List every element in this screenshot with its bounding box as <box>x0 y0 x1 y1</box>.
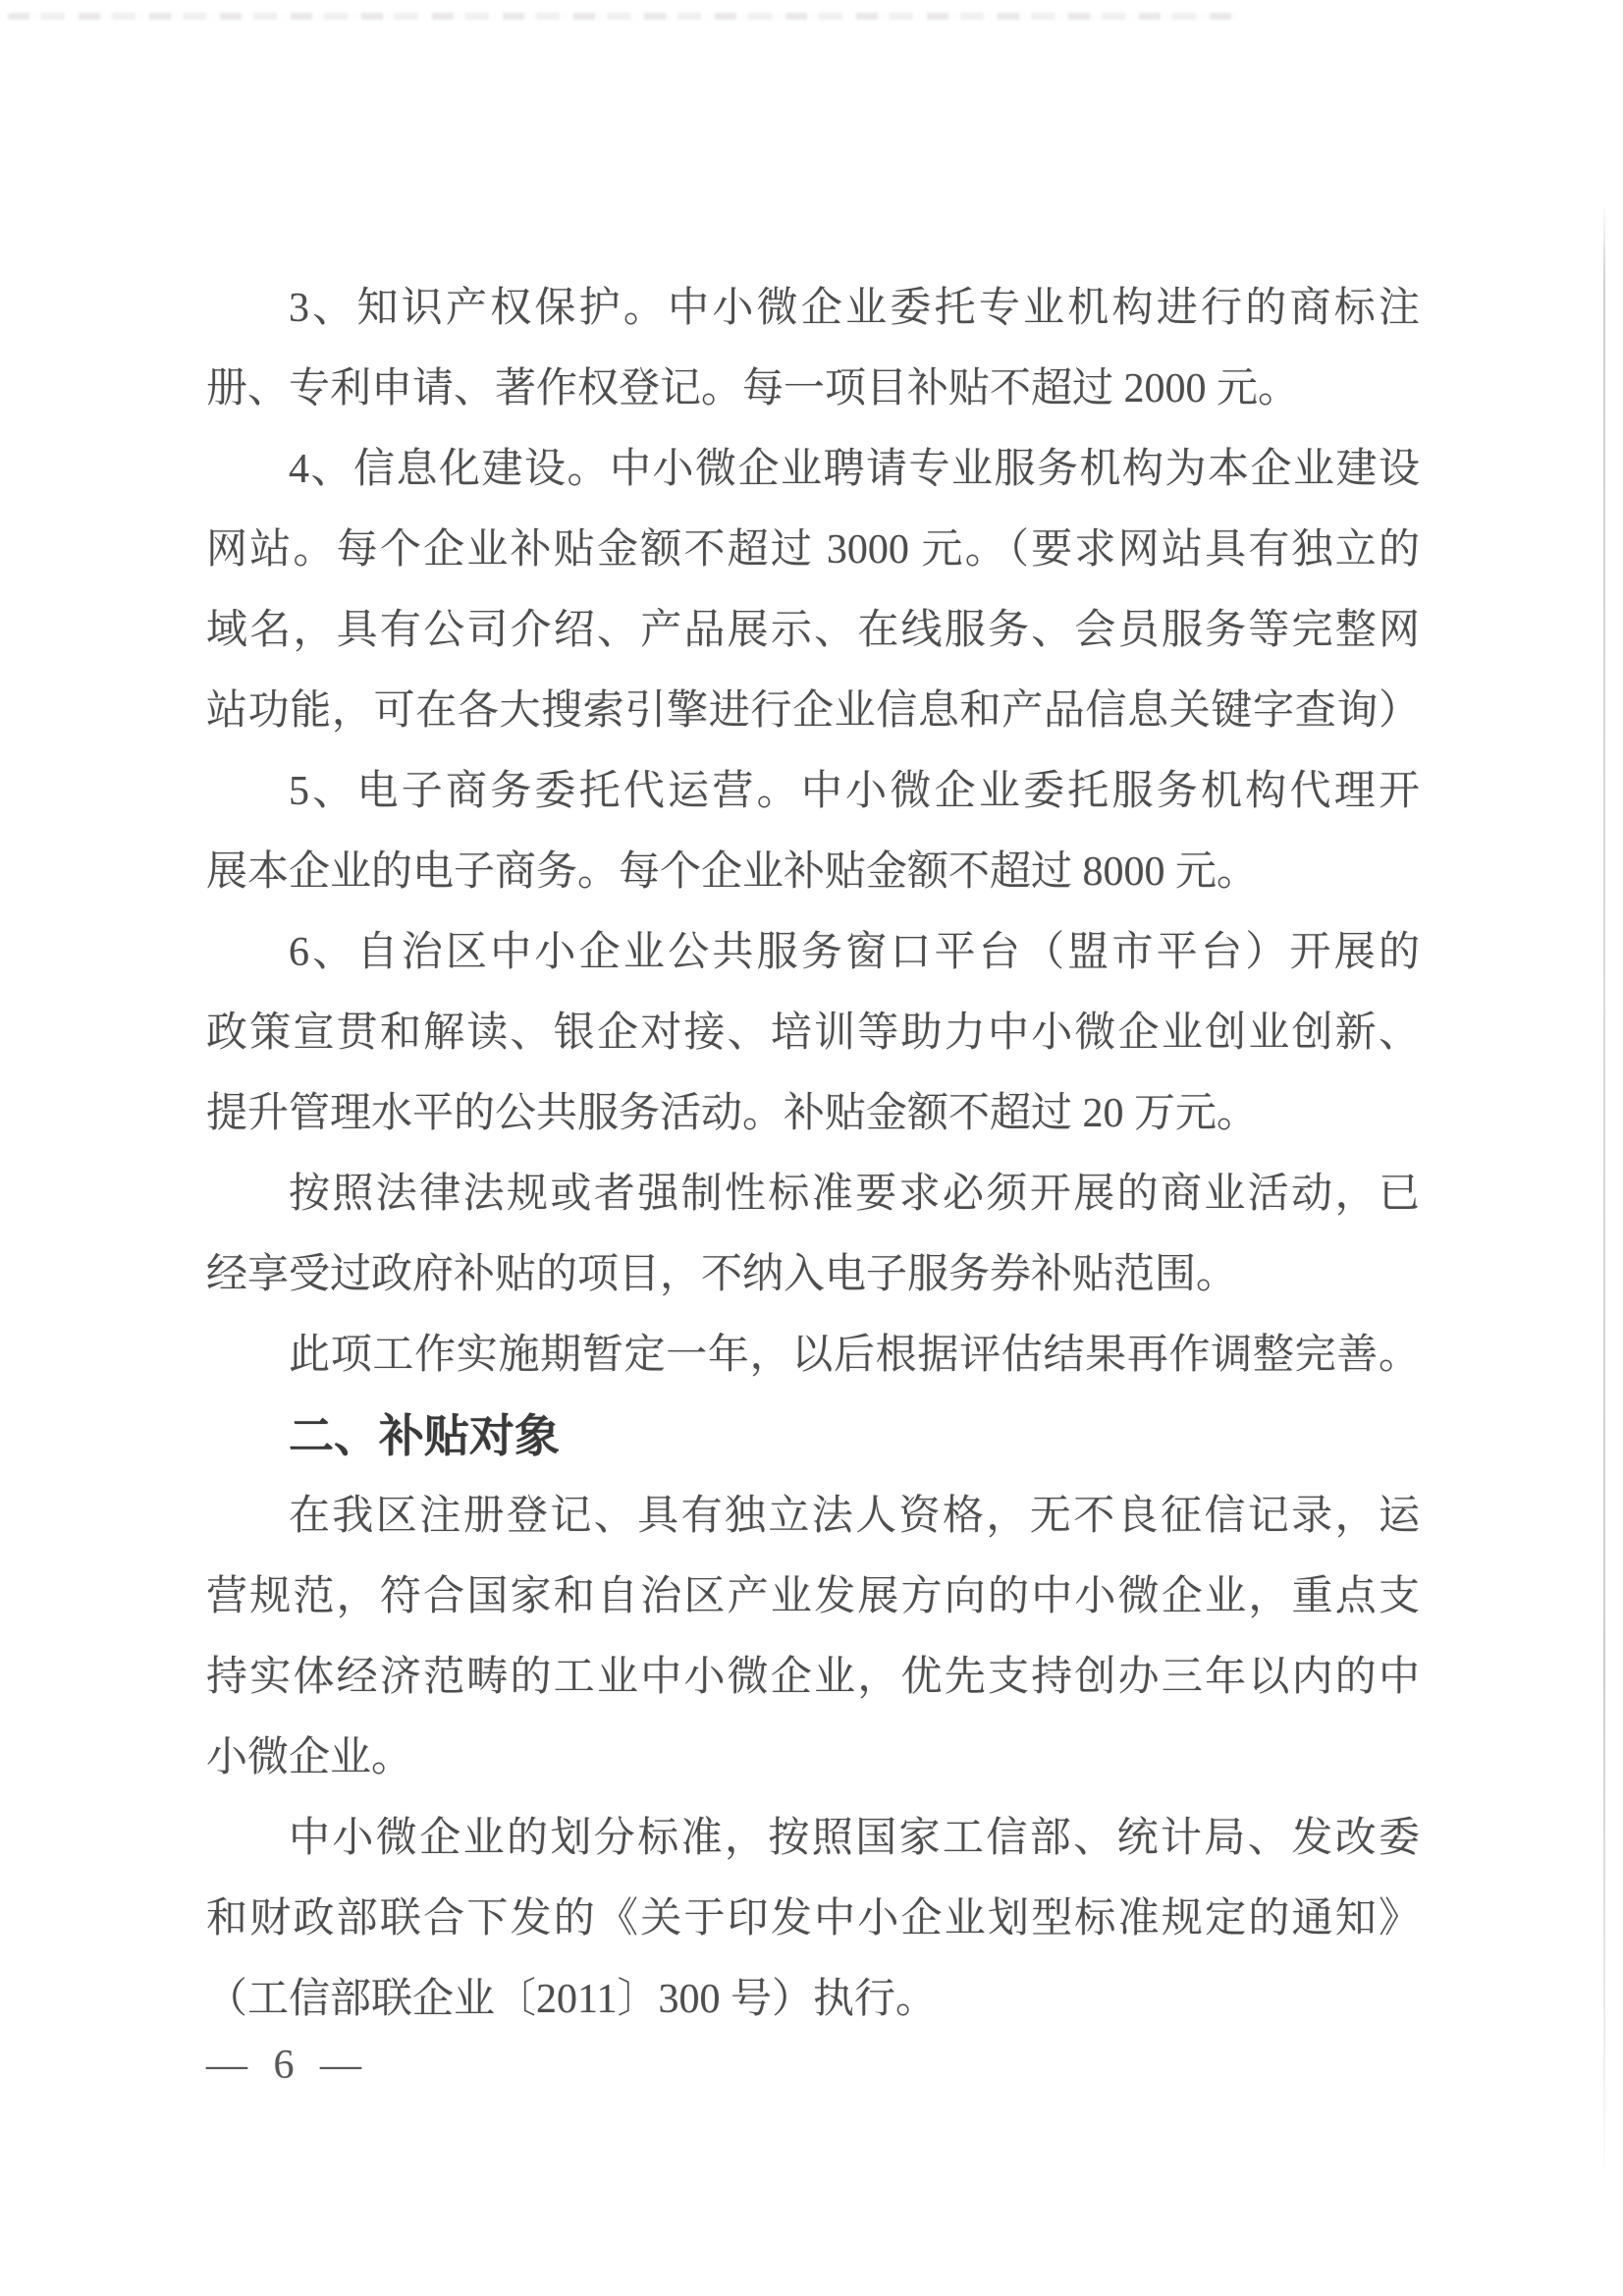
text-line: 展本企业的电子商务。每个企业补贴金额不超过 8000 元。 <box>206 849 1259 895</box>
text-line: 4、信息化建设。中小微企业聘请专业服务机构为本企业建设 <box>289 447 1420 492</box>
text-line: 册、专利申请、著作权登记。每一项目补贴不超过 2000 元。 <box>206 366 1300 411</box>
text-line: 营规范，符合国家和自治区产业发展方向的中小微企业，重点支 <box>206 1574 1420 1619</box>
page-footer <box>206 2035 361 2096</box>
text-line: 6、自治区中小企业公共服务窗口平台（盟市平台）开展的 <box>289 930 1420 975</box>
text-line: 和财政部联合下发的《关于印发中小企业划型标准规定的通知》 <box>206 1896 1420 1941</box>
text-line: 按照法律法规或者强制性标准要求必须开展的商业活动，已 <box>289 1172 1420 1217</box>
text-line: 网站。每个企业补贴金额不超过 3000 元。（要求网站具有独立的 <box>206 527 1420 573</box>
document-body <box>206 268 1420 2040</box>
page-number: — 6 — <box>206 2043 361 2088</box>
text-line: 站功能，可在各大搜索引擎进行企业信息和产品信息关键字查询） <box>206 688 1420 734</box>
text-line: （工信部联企业〔2011〕300 号）执行。 <box>206 1977 937 2022</box>
scan-artifact-top-edge <box>8 13 1240 20</box>
text-line: 5、电子商务委托代运营。中小微企业委托服务机构代理开 <box>289 769 1420 814</box>
text-line: 政策宣贯和解读、银企对接、培训等助力中小微企业创业创新、 <box>206 1011 1420 1056</box>
text-line: 3、知识产权保护。中小微企业委托专业机构进行的商标注 <box>289 286 1420 331</box>
text-line: 域名，具有公司介绍、产品展示、在线服务、会员服务等完整网 <box>206 608 1420 653</box>
text-line: 此项工作实施期暂定一年，以后根据评估结果再作调整完善。 <box>289 1333 1420 1378</box>
text-line: 在我区注册登记、具有独立法人资格，无不良征信记录，运 <box>289 1494 1420 1539</box>
text-line: 提升管理水平的公共服务活动。补贴金额不超过 20 万元。 <box>206 1091 1259 1136</box>
text-line: 中小微企业的划分标准，按照国家工信部、统计局、发改委 <box>289 1816 1420 1861</box>
scan-artifact-right-line <box>1603 206 1605 2170</box>
section-heading: 二、补贴对象 <box>289 1410 560 1461</box>
text-line: 持实体经济范畴的工业中小微企业，优先支持创办三年以内的中 <box>206 1655 1420 1700</box>
text-line: 小微企业。 <box>206 1735 413 1780</box>
text-line: 经享受过政府补贴的项目，不纳入电子服务券补贴范围。 <box>206 1252 1238 1297</box>
